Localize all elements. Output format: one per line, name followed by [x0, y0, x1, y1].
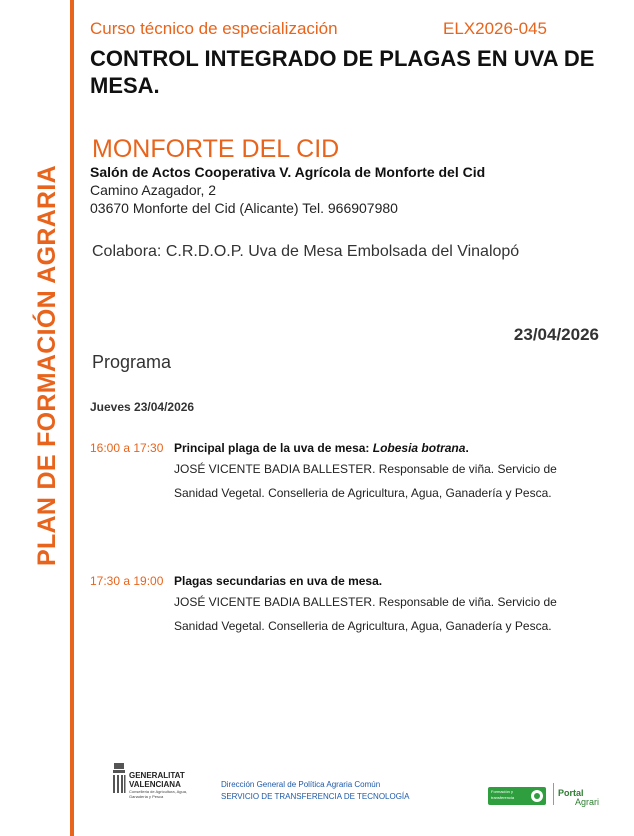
apple-icon	[531, 790, 543, 802]
session-title: Plagas secundarias en uva de mesa.	[174, 574, 383, 588]
session-title	[174, 441, 469, 455]
agrari-text: Agrari	[575, 797, 600, 807]
program-day-label: Jueves 23/04/2026	[90, 400, 195, 414]
generalitat-wordmark	[129, 771, 189, 799]
session-title-italic: Lobesia botrana	[372, 441, 466, 455]
footer	[0, 755, 634, 825]
venue-name: Salón de Actos Cooperativa V. Agrícola de Monforte del Cid	[90, 164, 486, 180]
generalitat-shield-icon	[111, 763, 127, 797]
gva-line2: VALENCIANA	[129, 780, 181, 789]
session-time: 16:00 a 17:30	[90, 441, 164, 455]
ft-logo-text: Formación y transferencia	[491, 789, 515, 800]
portal-text: Portal	[558, 788, 584, 798]
city-heading: MONFORTE DEL CID	[92, 135, 340, 163]
formacion-transferencia-logo	[488, 787, 546, 805]
session-title-end: .	[465, 441, 469, 455]
session-speaker: JOSÉ VICENTE BADIA BALLESTER. Responsable de viña. Servicio de Sanidad Vegetal. Conselleria de Agricultura, Agua, Ganadería y Pesca.	[174, 595, 557, 633]
gva-sub: Conselleria de Agricultura, Agua, Ganadería y Pesca	[129, 789, 188, 799]
gva-line1: GENERALITAT	[129, 771, 185, 780]
program-heading: Programa	[92, 352, 172, 372]
course-type: Curso técnico de especialización	[90, 19, 338, 38]
session-time: 17:30 a 19:00	[90, 574, 164, 588]
accent-divider-line	[70, 0, 74, 836]
course-date: 23/04/2026	[513, 325, 599, 344]
session-title-main: Principal plaga de la uva de mesa:	[174, 441, 373, 455]
venue-address-line2: 03670 Monforte del Cid (Alicante) Tel. 966907980	[90, 200, 398, 216]
collaborator-line: Colabora: C.R.D.O.P. Uva de Mesa Embolsada del Vinalopó	[92, 243, 520, 260]
venue-address-line1: Camino Azagador, 2	[90, 182, 217, 198]
directorate-line2: SERVICIO DE TRANSFERENCIA DE TECNOLOGÍA	[221, 792, 410, 801]
logo-separator	[553, 783, 554, 805]
session-speaker: JOSÉ VICENTE BADIA BALLESTER. Responsable de viña. Servicio de Sanidad Vegetal. Conselleria de Agricultura, Agua, Ganadería y Pesca.	[174, 462, 557, 500]
directorate-line1: Dirección General de Política Agraria Común	[221, 780, 381, 789]
course-title: CONTROL INTEGRADO DE PLAGAS EN UVA DE MESA.	[90, 46, 595, 98]
program-name-text: PLAN DE FORMACIÓN AGRARIA	[32, 164, 61, 566]
portal-agrari-logo	[558, 786, 608, 808]
course-code: ELX2026-045	[443, 19, 547, 38]
program-name-vertical	[31, 145, 63, 585]
